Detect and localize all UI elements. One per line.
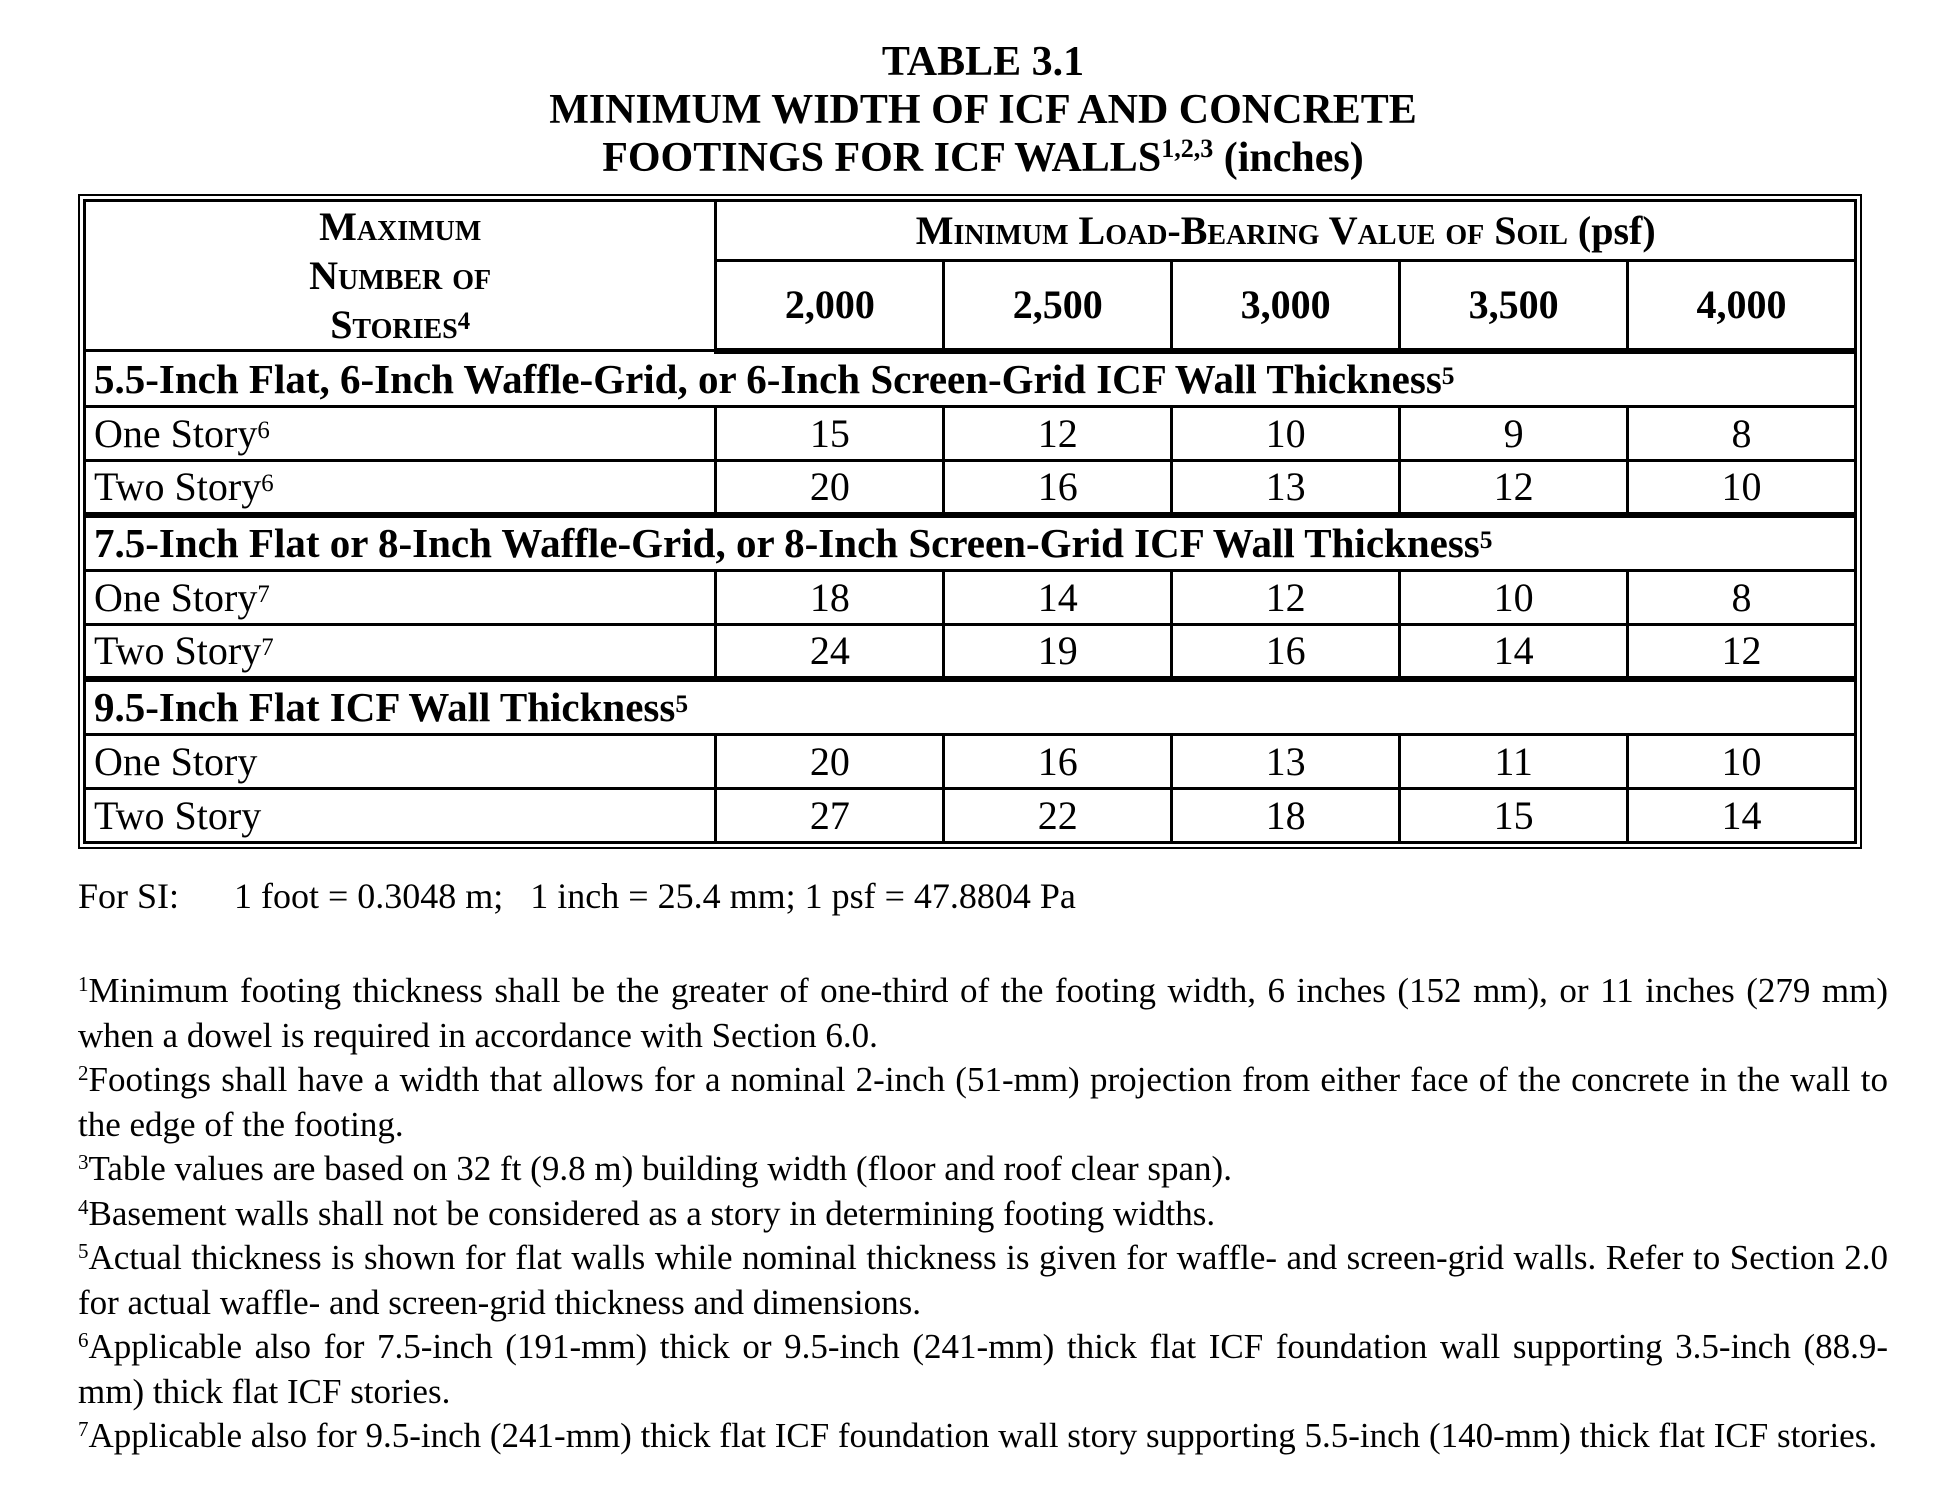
row-footnote-ref: 6 [261,470,274,498]
header-max-stories [85,201,716,351]
value-cell: 12 [1400,461,1628,515]
row-footnote-ref: 6 [257,417,270,444]
section-footnote-ref: 5 [1479,526,1493,555]
section-header-5-5-inch [85,351,1856,407]
value-cell: 20 [716,461,944,515]
value-cell: 14 [1400,625,1628,679]
si-conversion-note [78,875,1888,917]
soil-value-3500: 3,500 [1400,260,1628,350]
row-label-cell [85,571,716,625]
max-stories-footnote-ref: 4 [457,308,471,335]
value-cell: 15 [1400,789,1628,843]
footnote-number: 3 [78,1150,89,1174]
value-cell: 24 [716,625,944,679]
footnote-text: Table values are based on 32 ft (9.8 m) building width (floor and roof clear span). [88,1149,1232,1188]
title-line-1: TABLE 3.1 [881,39,1085,85]
title-line-2: MINIMUM WIDTH OF ICF AND CONCRETE [549,87,1417,133]
footnote-1 [78,969,1888,1058]
value-cell: 11 [1400,735,1628,789]
row-label-cell [85,789,716,843]
header-max-stories-text [255,202,545,349]
footnote-5 [78,1236,1888,1325]
value-cell: 16 [944,461,1172,515]
soil-bearing-label: Minimum Load-Bearing Value of Soil [915,207,1568,253]
value-cell: 10 [1400,571,1628,625]
row-label: One Story [94,411,258,456]
value-cell: 27 [716,789,944,843]
section-title: 9.5-Inch Flat ICF Wall Thickness [94,684,676,731]
footnote-number: 4 [78,1194,89,1219]
value-cell: 12 [1172,571,1400,625]
footnote-number: 7 [78,1417,89,1441]
row-label: Two Story [94,464,262,510]
row-label: Two Story [94,628,262,674]
footnote-text: Minimum footing thickness shall be the greater of one-third of the footing width, 6 inches (152 mm), or 11 inches (279 mm) when a dowel is required in accordance with Section 6.0. [78,971,1888,1055]
footnote-text: Actual thickness is shown for flat walls while nominal thickness is given for waffle- and screen-grid walls. Refer to Section 2.0 for actual waffle- and screen-grid thickness and dimensions. [78,1238,1888,1322]
soil-value-3000: 3,000 [1172,260,1400,350]
value-cell: 18 [716,571,944,625]
value-cell: 22 [944,789,1172,843]
footnotes-block [78,969,1888,1459]
footnote-number: 1 [78,972,89,996]
soil-value-4000: 4,000 [1628,260,1856,350]
section-header-cell [85,679,1856,735]
value-cell: 14 [1628,789,1856,843]
table-row [85,789,1856,843]
header-soil-bearing [716,201,1856,261]
section-footnote-ref: 5 [1441,362,1455,391]
value-cell: 10 [1628,735,1856,789]
value-cell: 14 [944,571,1172,625]
section-title: 5.5-Inch Flat, 6-Inch Waffle-Grid, or 6-Inch Screen-Grid ICF Wall Thickness [94,356,1442,403]
section-footnote-ref: 5 [675,690,689,719]
si-values: 1 foot = 0.3048 m; 1 inch = 25.4 mm; 1 psf = 47.8804 Pa [234,876,1076,916]
footnote-2 [78,1058,1888,1147]
header-row-soil [85,201,1856,261]
value-cell: 9 [1400,407,1628,461]
table-row [85,461,1856,515]
footnote-text: Basement walls shall not be considered as a story in determining footing widths. [88,1193,1216,1233]
si-prefix: For SI: [78,876,180,916]
value-cell: 10 [1628,461,1856,515]
title-line-3-text: FOOTINGS FOR ICF WALLS [602,135,1162,181]
footnote-3 [78,1147,1888,1192]
footings-table-frame [78,194,1862,849]
row-label-cell [85,735,716,789]
row-label: Two Story [94,793,262,838]
row-label-cell [85,625,716,679]
row-footnote-ref: 7 [261,634,274,662]
section-title: 7.5-Inch Flat or 8-Inch Waffle-Grid, or 8-Inch Screen-Grid ICF Wall Thickness [94,520,1480,567]
title-line-3 [78,134,1888,182]
soil-bearing-unit: (psf) [1567,207,1656,253]
max-stories-label: Maximum Number of Stories [309,204,492,347]
value-cell: 15 [716,407,944,461]
value-cell: 8 [1628,571,1856,625]
table-title [78,38,1888,182]
row-label: One Story [94,739,258,784]
value-cell: 8 [1628,407,1856,461]
value-cell: 19 [944,625,1172,679]
value-cell: 10 [1172,407,1400,461]
section-header-9-5-inch [85,679,1856,735]
title-line-3-suffix: (inches) [1213,135,1364,181]
soil-value-2000: 2,000 [716,260,944,350]
footnote-number: 2 [78,1061,89,1085]
section-header-7-5-inch [85,515,1856,571]
footnote-7 [78,1414,1888,1459]
row-label: One Story [94,575,258,620]
table-row [85,625,1856,679]
footnote-text: Applicable also for 7.5-inch (191-mm) thick or 9.5-inch (241-mm) thick flat ICF foundation wall supporting 3.5-inch (88.9-mm) thick flat ICF stories. [78,1327,1888,1411]
value-cell: 18 [1172,789,1400,843]
footnote-text: Footings shall have a width that allows for a nominal 2-inch (51-mm) projection from either face of the concrete in the wall to the edge of the footing. [78,1060,1888,1144]
value-cell: 16 [944,735,1172,789]
soil-value-2500: 2,500 [944,260,1172,350]
value-cell: 12 [1628,625,1856,679]
footings-table [83,199,1857,844]
title-footnote-refs: 1,2,3 [1161,134,1214,163]
value-cell: 20 [716,735,944,789]
row-label-cell [85,407,716,461]
footnote-number: 6 [78,1328,89,1352]
footnote-6 [78,1325,1888,1414]
value-cell: 16 [1172,625,1400,679]
footnote-text: Applicable also for 9.5-inch (241-mm) thick flat ICF foundation wall story supporting 5.5-inch (140-mm) thick flat ICF stories. [88,1416,1878,1455]
footnote-4 [78,1192,1888,1237]
value-cell: 13 [1172,735,1400,789]
section-header-cell [85,351,1856,407]
row-footnote-ref: 7 [257,581,270,608]
value-cell: 13 [1172,461,1400,515]
footnote-number: 5 [78,1239,89,1263]
table-row [85,735,1856,789]
table-row [85,407,1856,461]
section-header-cell [85,515,1856,571]
value-cell: 12 [944,407,1172,461]
table-row [85,571,1856,625]
row-label-cell [85,461,716,515]
